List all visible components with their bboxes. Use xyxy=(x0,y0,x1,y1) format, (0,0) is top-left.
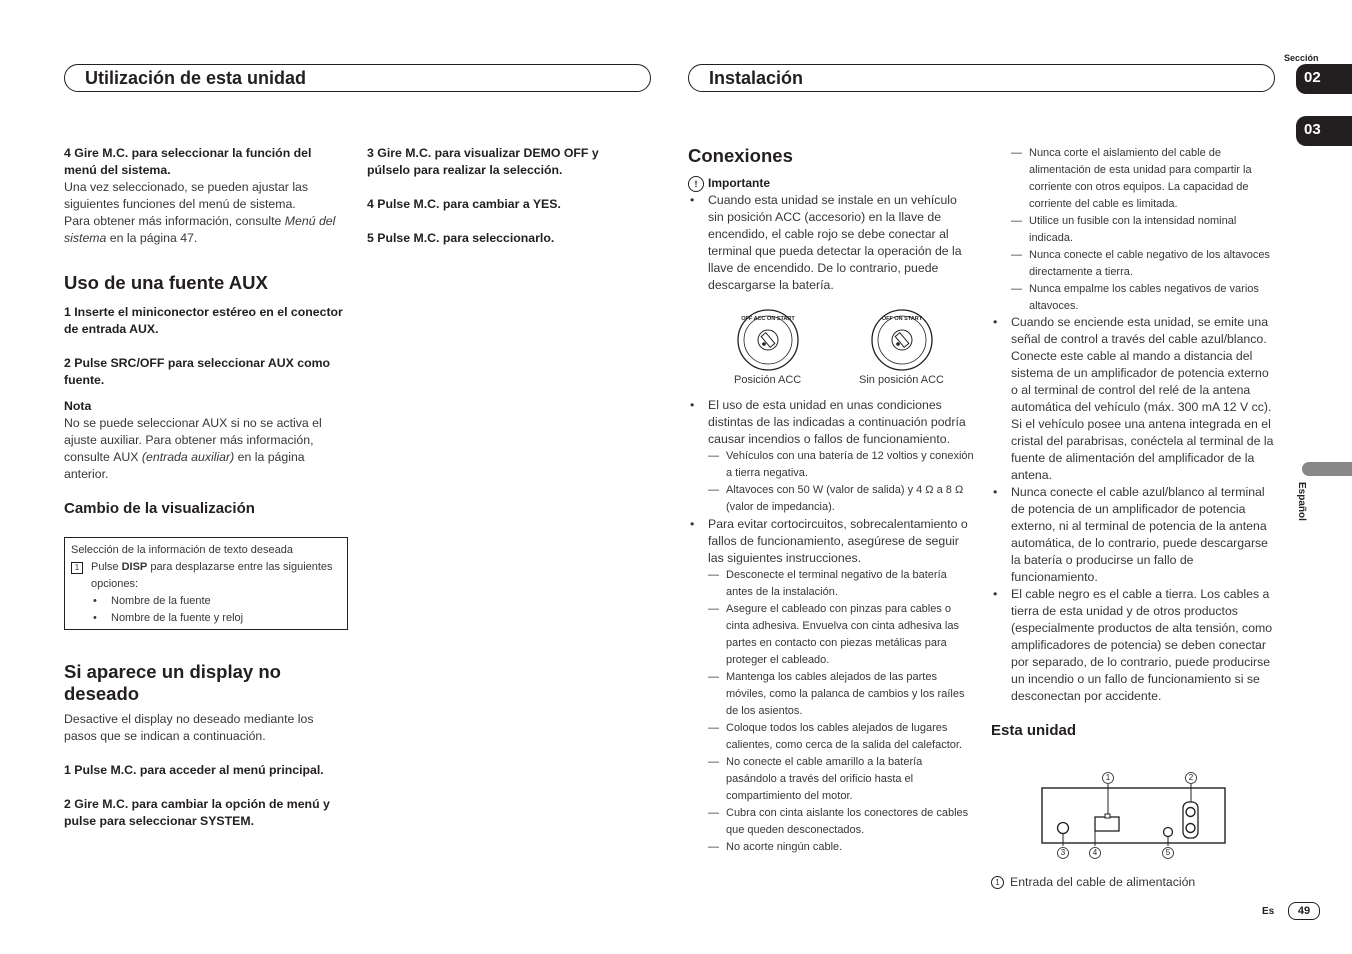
step-4-select-function: 4 Gire M.C. para seleccionar la función del menú del sistema. xyxy=(64,146,312,177)
col4-bullet-2: • Nunca conecte el cable azul/blanco al terminal de potencia de un amplificador de potencia externo, ni al terminal de potencia de la antena automática, de lo contrario, puede descargarse la batería o producirse un fallo de funcionamiento. xyxy=(991,484,1275,586)
callout-2: 2 xyxy=(1188,773,1194,782)
step-4-body: Una vez seleccionado, se pueden ajustar las siguientes funciones del menú de sistema. xyxy=(64,180,309,211)
key-no-acc-ring-text: OFF ON START xyxy=(881,316,923,322)
box-item-1: • Nombre de la fuente xyxy=(91,593,341,610)
step-4-ref: Para obtener más información, consulte Menú del sistema en la página 47. xyxy=(64,214,336,245)
col4-bullet-3: • El cable negro es el cable a tierra. Los cables a tierra de esta unidad y de otros productos (especialmente productos de alta tensión, como amplificadores de potencia) se deben conectar por separado, de lo contrario, puede producirse un incendio o un fallo de funcionamiento si se desconectan por accidente. xyxy=(991,586,1275,705)
section-tab-02[interactable]: 02 xyxy=(1296,64,1352,94)
key-acc-ring-text: OFF ACC ON START xyxy=(741,316,795,322)
col4-dash-2: — Utilice un fusible con la intensidad nominal indicada. xyxy=(1011,213,1273,247)
important-label: ! Importante xyxy=(688,175,974,192)
step-4-yes: 4 Pulse M.C. para cambiar a YES. xyxy=(367,197,561,211)
column-1 xyxy=(64,145,344,517)
legend-1-number: 1 xyxy=(991,876,1004,889)
language-tab xyxy=(1302,462,1352,476)
column-1-lower xyxy=(64,661,344,830)
bullet-3-dash-4: — Coloque todos los cables alejados de lugares calientes, como cerca de la salida del calefactor. xyxy=(708,720,974,754)
callout-4: 4 xyxy=(1092,848,1098,857)
legend-1: 1 Entrada del cable de alimentación xyxy=(991,874,1195,891)
conexiones-bullet-2: • El uso de esta unidad en unas condiciones distintas de las indicadas a continuación podría causar incendios o fallos de funcionamiento. xyxy=(688,397,974,448)
section-label: Sección xyxy=(1284,53,1319,63)
page-number: 49 xyxy=(1288,902,1320,920)
column-4-bullets xyxy=(991,314,1275,739)
conexiones-bullet-3: • Para evitar cortocircuitos, sobrecalentamiento o fallos de funcionamiento, asegúrese de seguir las siguientes instrucciones. xyxy=(688,516,974,567)
port-3-icon xyxy=(1058,823,1069,834)
important-icon: ! xyxy=(688,176,704,192)
display-info-box xyxy=(64,537,348,630)
nota-title: Nota xyxy=(64,399,92,413)
display-title: Si aparece un display no deseado xyxy=(64,661,281,704)
column-3 xyxy=(688,145,974,294)
aux-step-2: 2 Pulse SRC/OFF para seleccionar AUX como fuente. xyxy=(64,356,331,387)
step-5-select: 5 Pulse M.C. para seleccionarlo. xyxy=(367,231,555,245)
col4-dash-3: — Nunca conecte el cable negativo de los altavoces directamente a tierra. xyxy=(1011,247,1273,281)
step-3-demo-off: 3 Gire M.C. para visualizar DEMO OFF y púlselo para realizar la selección. xyxy=(367,146,599,177)
footer-lang: Es xyxy=(1262,906,1275,917)
bullet-3-dash-2: — Asegure el cableado con pinzas para cables o cinta adhesiva. Envuelva con cinta adhesiva las partes en contacto con piezas metálicas para proteger el cableado. xyxy=(708,601,974,669)
aux-step-1: 1 Inserte el miniconector estéreo en el conector de entrada AUX. xyxy=(64,305,343,336)
header-right-title: Instalación xyxy=(709,68,804,88)
bullet-2-dash-1: — Vehículos con una batería de 12 voltios y conexión a tierra negativa. xyxy=(708,448,974,482)
display-step-2: 2 Gire M.C. para cambiar la opción de menú y pulse para seleccionar SYSTEM. xyxy=(64,797,330,828)
key-no-acc-label: Sin posición ACC xyxy=(859,374,944,386)
column-3-lower xyxy=(688,397,974,856)
conexiones-bullet-1: • Cuando esta unidad se instale en un vehículo sin posición ACC (accesorio) en la llave de encendido, el cable rojo se debe conectar al terminal que pueda detectar la operación de la llave de encendido. De lo contrario, puede descargarse la batería. xyxy=(688,192,974,294)
nota-body: No se puede seleccionar AUX si no se activa el ajuste auxiliar. Para obtener más información, consulte AUX (entrada auxiliar) en la página anterior. xyxy=(64,416,322,481)
col4-dash-1: — Nunca corte el aislamiento del cable de alimentación de esta unidad para compartir la corriente con otros equipos. La capacidad de corriente del cable es limitada. xyxy=(1011,145,1273,213)
col4-bullet-1: • Cuando se enciende esta unidad, se emite una señal de control a través del cable azul/blanco. Conecte este cable al mando a distancia del sistema de un amplificador de potencia externo o al terminal de control del relé de la antena automática del vehículo (máx. 300 mA 12 V cc). Si el vehículo posee una antena integrada en el cristal del parabrisas, conéctela al terminal de la fuente de alimentación del amplificador de la antena. xyxy=(991,314,1275,484)
esta-unidad-title: Esta unidad xyxy=(991,722,1077,739)
bullet-3-dash-7: — No acorte ningún cable. xyxy=(708,839,974,856)
port-5-icon xyxy=(1164,828,1173,837)
key-acc-label: Posición ACC xyxy=(734,374,802,386)
bullet-3-dash-1: — Desconecte el terminal negativo de la batería antes de la instalación. xyxy=(708,567,974,601)
callout-3: 3 xyxy=(1060,848,1066,857)
col4-dash-4: — Nunca empalme los cables negativos de varios altavoces. xyxy=(1011,281,1273,315)
box-line-1: Selección de la información de texto deseada xyxy=(71,544,293,556)
callout-1: 1 xyxy=(1105,773,1111,782)
language-label: Español xyxy=(1296,482,1307,521)
aux-title: Uso de una fuente AUX xyxy=(64,272,268,293)
bullet-3-dash-5: — No conecte el cable amarillo a la batería pasándolo a través del orificio hasta el compartimiento del motor. xyxy=(708,754,974,805)
column-4 xyxy=(1011,145,1273,315)
conexiones-title: Conexiones xyxy=(688,145,793,166)
power-connector-icon xyxy=(1095,817,1119,831)
bullet-3-dash-6: — Cubra con cinta aislante los conectores de cables que queden desconectados. xyxy=(708,805,974,839)
display-step-1: 1 Pulse M.C. para acceder al menú principal. xyxy=(64,763,324,777)
callout-5: 5 xyxy=(1165,848,1171,857)
display-body: Desactive el display no deseado mediante los pasos que se indican a continuación. xyxy=(64,712,314,743)
section-tab-03[interactable]: 03 xyxy=(1296,116,1352,146)
column-2 xyxy=(367,145,635,247)
box-step-number: 1 xyxy=(71,562,83,574)
header-right xyxy=(688,64,1275,92)
header-left-title: Utilización de esta unidad xyxy=(85,68,307,88)
bullet-3-dash-3: — Mantenga los cables alejados de las partes móviles, como la palanca de cambios y los raíles de los asientos. xyxy=(708,669,974,720)
box-item-2: • Nombre de la fuente y reloj xyxy=(91,610,341,627)
bullet-2-dash-2: — Altavoces con 50 W (valor de salida) y 4 Ω a 8 Ω (valor de impedancia). xyxy=(708,482,974,516)
box-instruction: 1 Pulse DISP para desplazarse entre las siguientes opciones: xyxy=(71,559,341,593)
cambio-title: Cambio de la visualización xyxy=(64,500,255,517)
header-left xyxy=(64,64,651,92)
